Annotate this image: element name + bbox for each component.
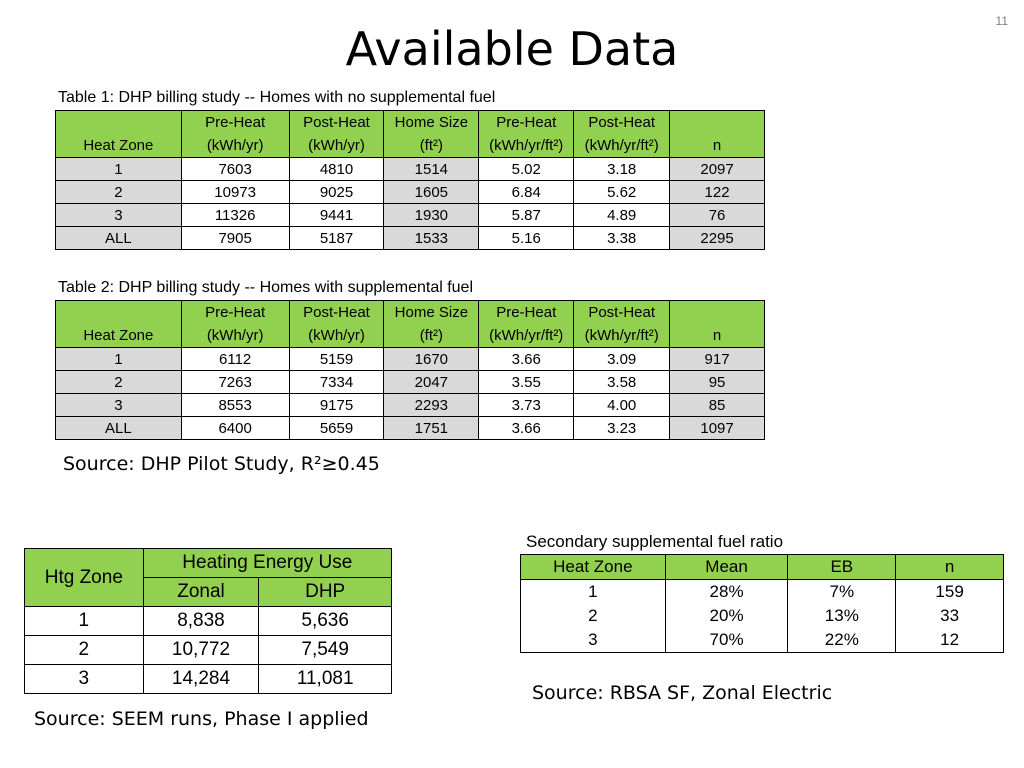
- table2-header: (kWh/yr): [289, 324, 384, 348]
- table1-header: (kWh/yr): [181, 134, 289, 158]
- table-cell: 7%: [788, 580, 896, 605]
- table-cell: 1670: [384, 348, 479, 371]
- table-cell: 1: [521, 580, 666, 605]
- page-number: 11: [995, 14, 1008, 28]
- table-cell: 5659: [289, 417, 384, 440]
- table-cell: 7,549: [259, 636, 392, 665]
- table1-header: n: [670, 134, 765, 158]
- table-cell: 9025: [289, 181, 384, 204]
- table2-header-top: Pre-Heat: [479, 301, 574, 325]
- table-cell: 1097: [670, 417, 765, 440]
- table-cell: 1751: [384, 417, 479, 440]
- table1-header-top: Post-Heat: [289, 111, 384, 135]
- table-cell: 4.89: [574, 204, 670, 227]
- table-cell: 6112: [181, 348, 289, 371]
- table-cell: 2295: [670, 227, 765, 250]
- table-cell: 70%: [665, 628, 788, 653]
- table-cell: 3: [56, 394, 182, 417]
- table-cell: 122: [670, 181, 765, 204]
- table1-header: Heat Zone: [56, 134, 182, 158]
- table1-header: (kWh/yr/ft²): [574, 134, 670, 158]
- table-cell: 5159: [289, 348, 384, 371]
- source-seem: Source: SEEM runs, Phase I applied: [34, 708, 369, 730]
- seem-sub-header: DHP: [259, 578, 392, 607]
- table-cell: 1: [56, 158, 182, 181]
- table-cell: 2047: [384, 371, 479, 394]
- seem-group-header: Heating Energy Use: [143, 549, 391, 578]
- table-cell: 5,636: [259, 607, 392, 636]
- secondary-header: Mean: [665, 555, 788, 580]
- table-row: [25, 665, 392, 694]
- table-cell: 5.02: [479, 158, 574, 181]
- secondary-table-caption: Secondary supplemental fuel ratio: [526, 532, 784, 551]
- table-cell: 7603: [181, 158, 289, 181]
- table-cell: 2: [56, 371, 182, 394]
- table-row: [56, 204, 765, 227]
- table-cell: 14,284: [143, 665, 259, 694]
- seem-sub-header: Zonal: [143, 578, 259, 607]
- table1-header: (kWh/yr): [289, 134, 384, 158]
- secondary-header: n: [896, 555, 1004, 580]
- table-cell: 2: [25, 636, 144, 665]
- table-cell: 33: [896, 604, 1004, 628]
- table-row: [56, 417, 765, 440]
- table-cell: 4810: [289, 158, 384, 181]
- table-cell: 3.73: [479, 394, 574, 417]
- seem-zone-header: Htg Zone: [25, 549, 144, 607]
- table-cell: 3.55: [479, 371, 574, 394]
- table-cell: 3: [521, 628, 666, 653]
- source-dhp-pilot: Source: DHP Pilot Study, R²≥0.45: [63, 453, 380, 475]
- table2-header-top: Post-Heat: [574, 301, 670, 325]
- table-cell: 3.18: [574, 158, 670, 181]
- table2-header-top: Home Size: [384, 301, 479, 325]
- table-cell: 7334: [289, 371, 384, 394]
- table-cell: 3.23: [574, 417, 670, 440]
- table2-header: n: [670, 324, 765, 348]
- secondary-header: Heat Zone: [521, 555, 666, 580]
- table-cell: 11,081: [259, 665, 392, 694]
- slide-title: Available Data: [345, 22, 679, 76]
- table2-header: (ft²): [384, 324, 479, 348]
- table-cell: 76: [670, 204, 765, 227]
- table-cell: 1605: [384, 181, 479, 204]
- seem-table: [24, 548, 392, 694]
- table2-header-top: [56, 301, 182, 325]
- table-cell: 85: [670, 394, 765, 417]
- table2-header-top: Pre-Heat: [181, 301, 289, 325]
- table-cell: 2: [521, 604, 666, 628]
- table-cell: 10973: [181, 181, 289, 204]
- table-cell: 9441: [289, 204, 384, 227]
- table-cell: 2097: [670, 158, 765, 181]
- table-cell: 8553: [181, 394, 289, 417]
- table-row: [56, 158, 765, 181]
- table-cell: 95: [670, 371, 765, 394]
- table1-header-top: Pre-Heat: [181, 111, 289, 135]
- table-cell: 5.62: [574, 181, 670, 204]
- table-row: [56, 181, 765, 204]
- table-row: [25, 607, 392, 636]
- table2-header-top: Post-Heat: [289, 301, 384, 325]
- table1-header: (kWh/yr/ft²): [479, 134, 574, 158]
- table-row: [521, 604, 1004, 628]
- table1-header-top: Pre-Heat: [479, 111, 574, 135]
- table-cell: 8,838: [143, 607, 259, 636]
- source-rbsa: Source: RBSA SF, Zonal Electric: [532, 682, 833, 704]
- table-row: [521, 580, 1004, 605]
- table1-caption: Table 1: DHP billing study -- Homes with no supplemental fuel: [58, 89, 496, 106]
- table-cell: 7905: [181, 227, 289, 250]
- table1-header-top: Post-Heat: [574, 111, 670, 135]
- table1-header-top: [670, 111, 765, 135]
- secondary-fuel-table: [520, 554, 1004, 653]
- table2: [55, 300, 765, 440]
- table-cell: ALL: [56, 227, 182, 250]
- table-cell: 5187: [289, 227, 384, 250]
- table2-caption: Table 2: DHP billing study -- Homes with supplemental fuel: [58, 279, 474, 296]
- table-cell: 2: [56, 181, 182, 204]
- secondary-header: EB: [788, 555, 896, 580]
- table-cell: 1514: [384, 158, 479, 181]
- table-row: [56, 227, 765, 250]
- table1-header-top: [56, 111, 182, 135]
- table-cell: 6400: [181, 417, 289, 440]
- table-cell: 3: [25, 665, 144, 694]
- table-cell: 1533: [384, 227, 479, 250]
- table-cell: 12: [896, 628, 1004, 653]
- table2-header: (kWh/yr/ft²): [574, 324, 670, 348]
- table-cell: 1: [25, 607, 144, 636]
- table-cell: 3.09: [574, 348, 670, 371]
- table-cell: 159: [896, 580, 1004, 605]
- table-cell: 3.66: [479, 417, 574, 440]
- table-cell: ALL: [56, 417, 182, 440]
- table-row: [56, 394, 765, 417]
- table-cell: 1: [56, 348, 182, 371]
- table-cell: 7263: [181, 371, 289, 394]
- table-cell: 28%: [665, 580, 788, 605]
- table-cell: 22%: [788, 628, 896, 653]
- table-row: [521, 628, 1004, 653]
- table-cell: 20%: [665, 604, 788, 628]
- table1-header-top: Home Size: [384, 111, 479, 135]
- table-cell: 4.00: [574, 394, 670, 417]
- table-row: [56, 348, 765, 371]
- table-cell: 10,772: [143, 636, 259, 665]
- table-cell: 1930: [384, 204, 479, 227]
- table-cell: 5.16: [479, 227, 574, 250]
- table-row: [25, 636, 392, 665]
- table-cell: 917: [670, 348, 765, 371]
- table-cell: 3: [56, 204, 182, 227]
- table-row: [56, 371, 765, 394]
- table-cell: 3.38: [574, 227, 670, 250]
- table-cell: 2293: [384, 394, 479, 417]
- table-cell: 3.66: [479, 348, 574, 371]
- table2-header-top: [670, 301, 765, 325]
- table1: [55, 110, 765, 250]
- table2-header: (kWh/yr/ft²): [479, 324, 574, 348]
- table-cell: 11326: [181, 204, 289, 227]
- table2-header: (kWh/yr): [181, 324, 289, 348]
- table-cell: 6.84: [479, 181, 574, 204]
- table-cell: 9175: [289, 394, 384, 417]
- table-cell: 13%: [788, 604, 896, 628]
- table-cell: 5.87: [479, 204, 574, 227]
- table-cell: 3.58: [574, 371, 670, 394]
- table2-header: Heat Zone: [56, 324, 182, 348]
- table1-header: (ft²): [384, 134, 479, 158]
